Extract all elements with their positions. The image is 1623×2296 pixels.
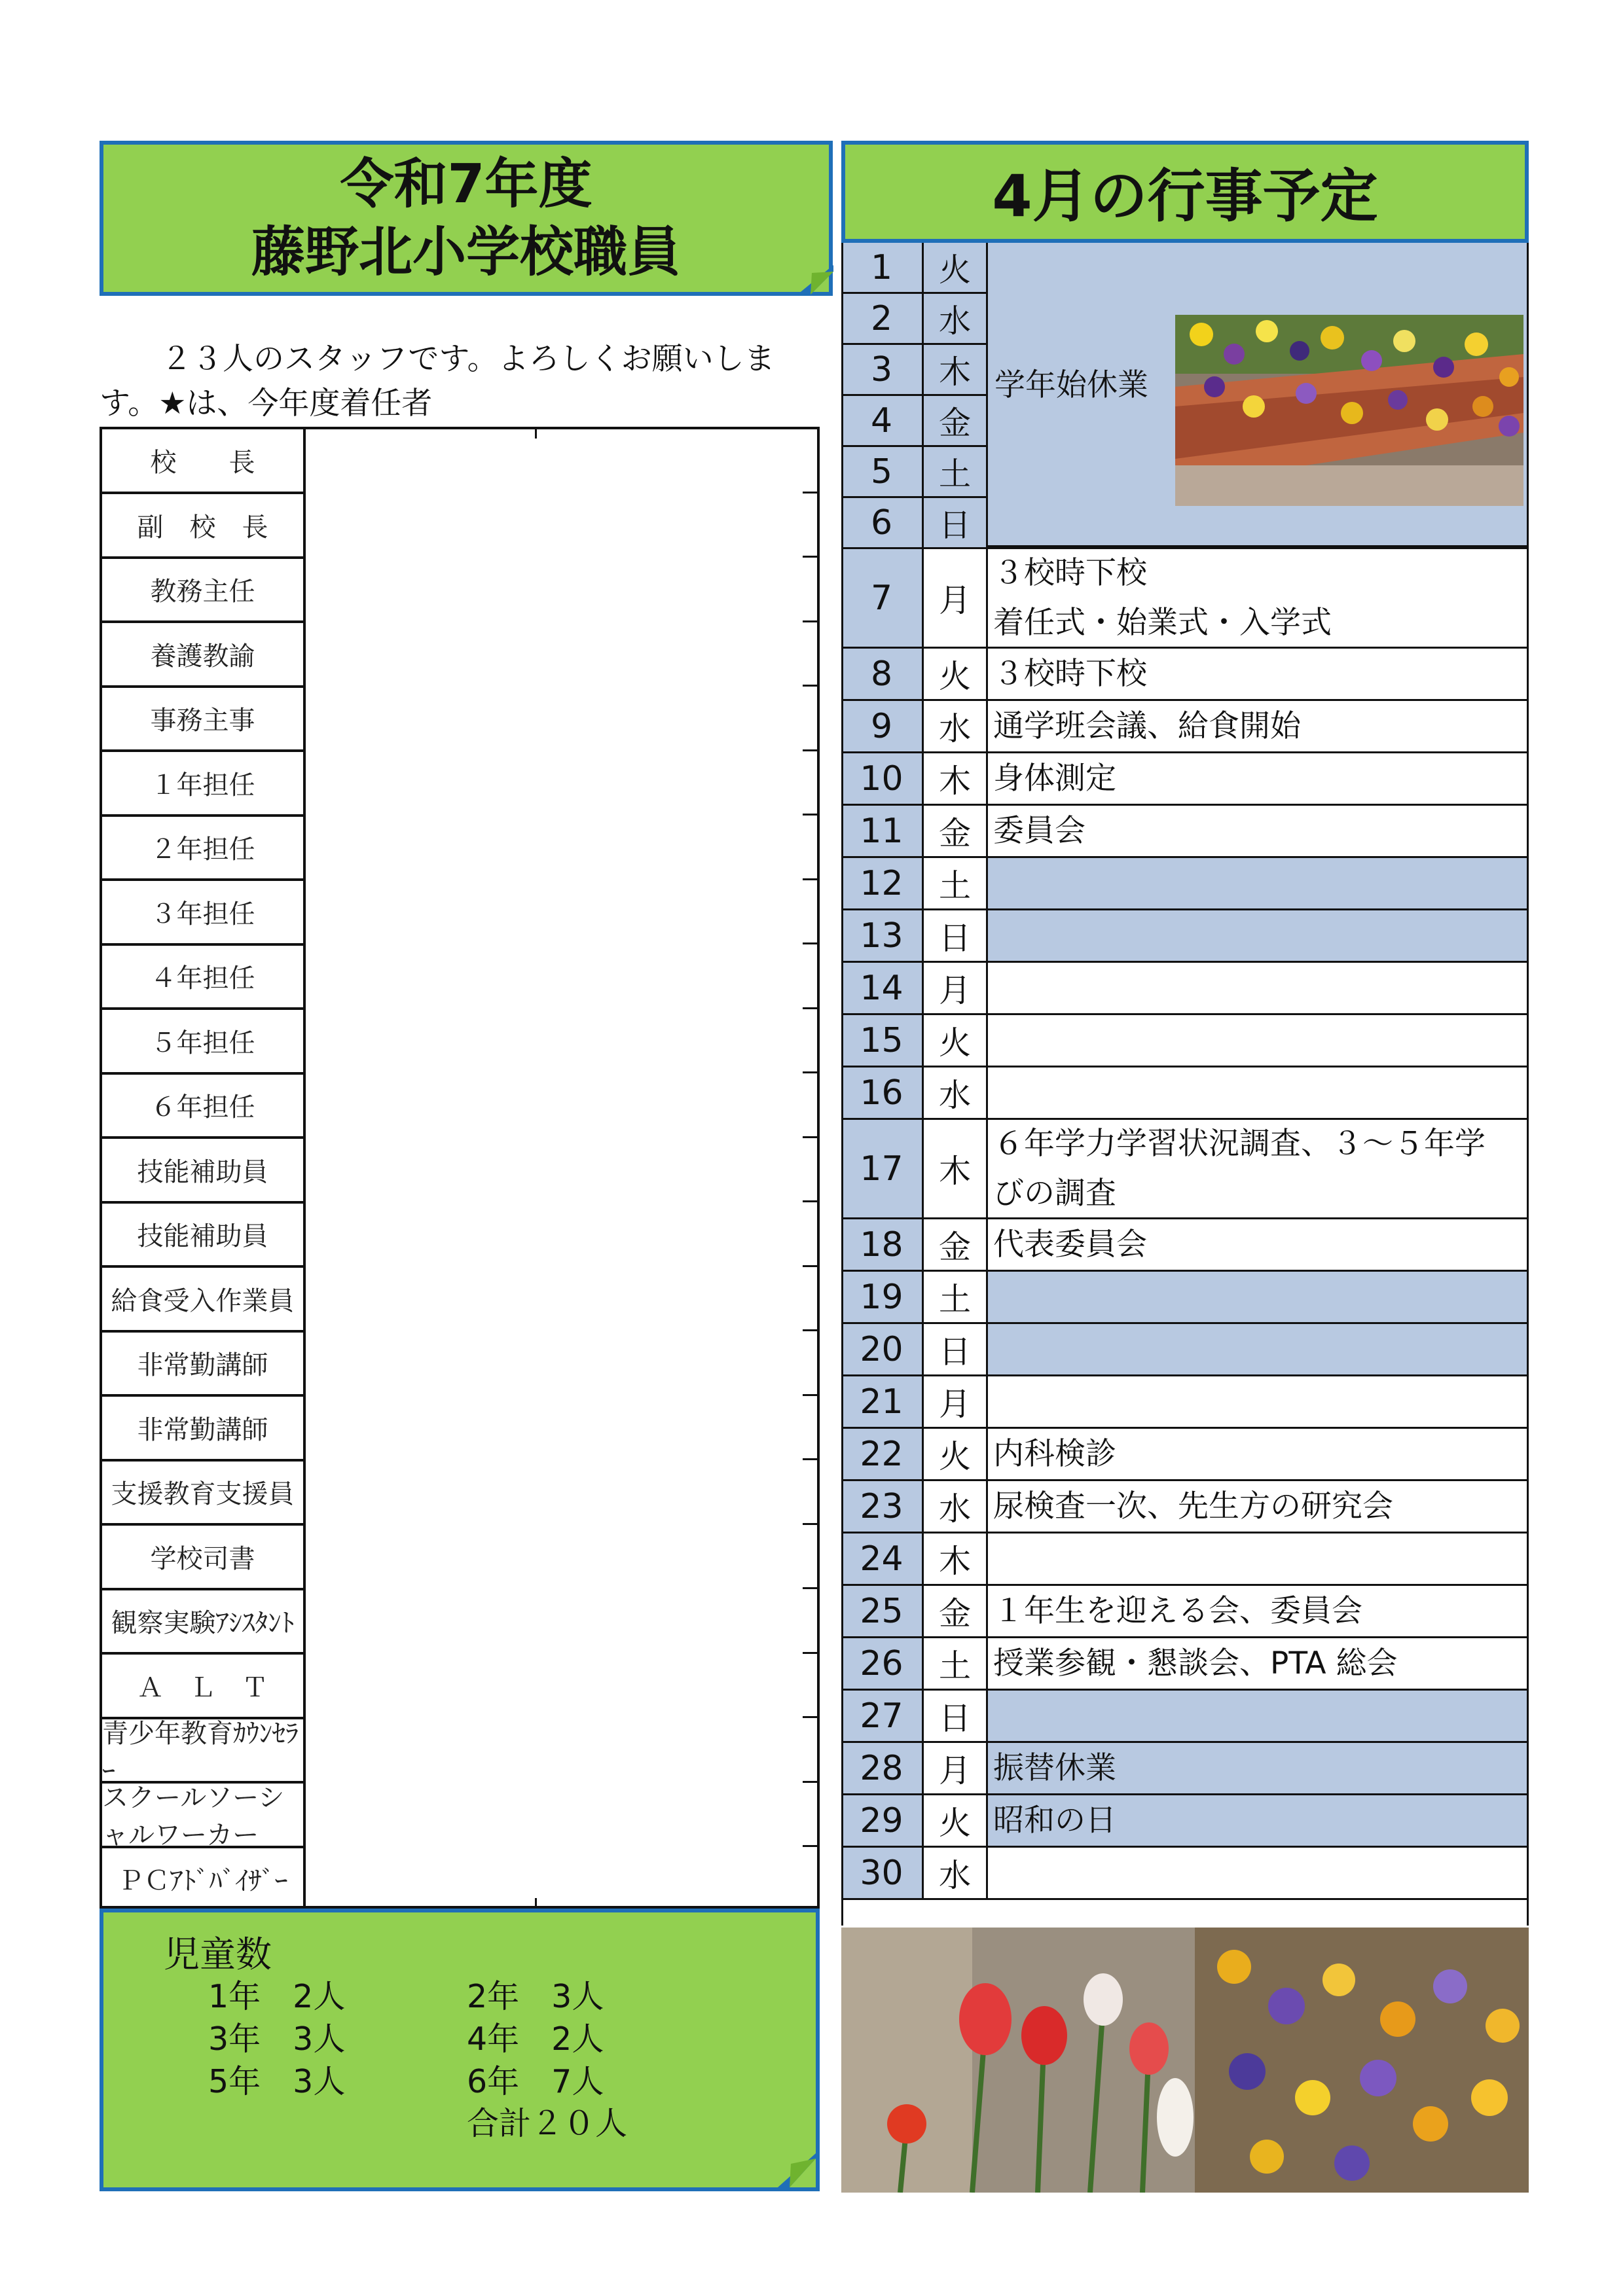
name-cell-tick bbox=[803, 1523, 817, 1525]
calendar-event bbox=[988, 806, 1529, 856]
calendar-event bbox=[988, 1638, 1529, 1689]
calendar-event bbox=[988, 1015, 1529, 1066]
calendar-weekday: 木 bbox=[924, 1534, 988, 1584]
calendar-event bbox=[988, 910, 1529, 961]
calendar-date: 30 bbox=[841, 1848, 924, 1898]
calendar-date: 12 bbox=[841, 858, 924, 908]
calendar-date: 7 bbox=[841, 549, 924, 647]
calendar-date: 26 bbox=[841, 1638, 924, 1689]
calendar-date: 6 bbox=[841, 498, 924, 547]
staff-role-label: 支援教育支援員 bbox=[102, 1461, 303, 1526]
calendar-event-text: 委員会 bbox=[993, 812, 1085, 849]
grade6-count: 6年 7人 bbox=[467, 2063, 604, 2100]
intro-line2: す。★は、今年度着任者 bbox=[100, 386, 433, 422]
calendar-event-text: 昭和の日 bbox=[993, 1802, 1116, 1839]
name-cell-tick bbox=[803, 749, 817, 751]
calendar-event bbox=[988, 1848, 1529, 1898]
calendar-date: 2 bbox=[841, 294, 924, 343]
name-cell-tick bbox=[803, 1394, 817, 1396]
calendar-weekday: 木 bbox=[924, 345, 988, 394]
calendar-date: 17 bbox=[841, 1120, 924, 1217]
calendar-weekday: 水 bbox=[924, 294, 988, 343]
calendar-weekday: 金 bbox=[924, 806, 988, 856]
staff-role-label: 観察実験ｱｼｽﾀﾝﾄ bbox=[102, 1590, 303, 1655]
name-cell-tick bbox=[803, 1845, 817, 1847]
calendar-row bbox=[841, 1795, 1529, 1848]
calendar-date: 25 bbox=[841, 1586, 924, 1636]
calendar-event bbox=[988, 1691, 1529, 1741]
calendar-event-text: 代表委員会 bbox=[993, 1226, 1147, 1263]
staff-role-label: 非常勤講師 bbox=[102, 1332, 303, 1397]
name-cell-tick bbox=[803, 620, 817, 622]
calendar-row bbox=[841, 1015, 1529, 1067]
name-cell-tick bbox=[803, 942, 817, 944]
calendar-date: 13 bbox=[841, 910, 924, 961]
name-cell-tick bbox=[803, 1652, 817, 1654]
calendar-weekday: 土 bbox=[924, 858, 988, 908]
name-cell-tick bbox=[803, 1265, 817, 1267]
calendar-event bbox=[988, 1795, 1529, 1846]
calendar-event-text: ３校時下校 bbox=[993, 655, 1147, 692]
calendar-event-text: 身体測定 bbox=[993, 760, 1116, 797]
name-cell-tick bbox=[803, 556, 817, 558]
calendar-event-text: 授業参観・懇談会、PTA 総会 bbox=[993, 1645, 1398, 1681]
calendar-weekday: 日 bbox=[924, 498, 988, 547]
staff-role-label: スクールソーシャルワーカー bbox=[102, 1784, 303, 1848]
children-fold-icon bbox=[778, 2153, 818, 2191]
calendar-row bbox=[841, 963, 1529, 1015]
banner-fold-icon bbox=[797, 265, 837, 298]
name-cell-tick bbox=[803, 814, 817, 816]
calendar-date: 15 bbox=[841, 1015, 924, 1066]
calendar-weekday: 日 bbox=[924, 1324, 988, 1374]
calendar-weekday: 火 bbox=[924, 1015, 988, 1066]
name-cell-tick bbox=[803, 492, 817, 493]
children-total: 合計２０人 bbox=[467, 2105, 628, 2142]
staff-role-label: 事務主事 bbox=[102, 687, 303, 752]
calendar-weekday: 金 bbox=[924, 1586, 988, 1636]
staff-role-label: 非常勤講師 bbox=[102, 1397, 303, 1462]
calendar-row bbox=[841, 1376, 1529, 1429]
staff-role-label: ６年担任 bbox=[102, 1074, 303, 1139]
calendar-right-border bbox=[1527, 243, 1529, 1926]
name-cell-tick bbox=[803, 685, 817, 687]
name-cell-tick bbox=[803, 1200, 817, 1202]
calendar-row bbox=[841, 1481, 1529, 1534]
calendar-date: 21 bbox=[841, 1376, 924, 1427]
calendar-event bbox=[988, 549, 1529, 647]
name-cell-tick bbox=[803, 1007, 817, 1009]
calendar-event bbox=[988, 649, 1529, 699]
grade1-count: 1年 2人 bbox=[208, 1978, 346, 2015]
calendar-event bbox=[988, 1586, 1529, 1636]
calendar-date: 1 bbox=[841, 243, 924, 292]
name-cell-tick bbox=[803, 1458, 817, 1460]
calendar-date: 29 bbox=[841, 1795, 924, 1846]
calendar-row bbox=[841, 1067, 1529, 1120]
calendar-row bbox=[841, 649, 1529, 701]
calendar-date: 11 bbox=[841, 806, 924, 856]
children-title: 児童数 bbox=[164, 1933, 272, 1975]
calendar-weekday: 水 bbox=[924, 1067, 988, 1118]
staff-role-label: ３年担任 bbox=[102, 881, 303, 946]
calendar-event-text: ３校時下校 bbox=[993, 554, 1147, 591]
name-cell-tick bbox=[803, 1136, 817, 1138]
intro-text bbox=[100, 337, 826, 426]
calendar-event bbox=[988, 753, 1529, 804]
calendar-event bbox=[988, 1743, 1529, 1793]
staff-title-line2: 藤野北小学校職員 bbox=[251, 221, 681, 283]
calendar-date: 24 bbox=[841, 1534, 924, 1584]
calendar-row bbox=[841, 701, 1529, 753]
calendar-row bbox=[841, 806, 1529, 858]
calendar-row bbox=[841, 1691, 1529, 1743]
calendar-event-text: 通学班会議、給食開始 bbox=[993, 708, 1301, 744]
calendar-date: 19 bbox=[841, 1272, 924, 1322]
staff-title-line1: 令和7年度 bbox=[340, 152, 593, 215]
calendar-weekday: 土 bbox=[924, 1272, 988, 1322]
name-column-tick bbox=[535, 429, 537, 439]
calendar-row bbox=[841, 1429, 1529, 1481]
calendar-date: 23 bbox=[841, 1481, 924, 1532]
calendar-weekday: 月 bbox=[924, 1376, 988, 1427]
staff-role-label: 技能補助員 bbox=[102, 1139, 303, 1204]
calendar-date: 8 bbox=[841, 649, 924, 699]
staff-role-label: ２年担任 bbox=[102, 816, 303, 881]
staff-role-label: 学校司書 bbox=[102, 1526, 303, 1590]
staff-role-label: 技能補助員 bbox=[102, 1203, 303, 1268]
calendar-date: 22 bbox=[841, 1429, 924, 1479]
name-cell-tick bbox=[803, 1716, 817, 1718]
calendar-event-text: １年生を迎える会、委員会 bbox=[993, 1592, 1362, 1629]
calendar-row bbox=[841, 858, 1529, 910]
staff-role-label: 教務主任 bbox=[102, 558, 303, 623]
calendar-weekday: 月 bbox=[924, 1743, 988, 1793]
calendar-event-text: 振替休業 bbox=[993, 1749, 1116, 1786]
calendar-left-border bbox=[841, 243, 843, 1926]
staff-role-label: 養護教諭 bbox=[102, 623, 303, 688]
calendar-event-text: 尿検査一次、先生方の研究会 bbox=[993, 1488, 1393, 1524]
calendar-date: 4 bbox=[841, 396, 924, 445]
calendar-date: 28 bbox=[841, 1743, 924, 1793]
calendar-event bbox=[988, 1376, 1529, 1427]
calendar-weekday: 木 bbox=[924, 753, 988, 804]
calendar-weekday: 土 bbox=[924, 447, 988, 496]
calendar-weekday: 火 bbox=[924, 243, 988, 292]
calendar-date: 10 bbox=[841, 753, 924, 804]
calendar-row bbox=[841, 1272, 1529, 1324]
calendar-date: 18 bbox=[841, 1219, 924, 1270]
name-cell-tick bbox=[803, 1781, 817, 1783]
grade2-count: 2年 3人 bbox=[467, 1978, 604, 2015]
name-cell-tick bbox=[803, 1071, 817, 1073]
calendar-event-text: 内科検診 bbox=[993, 1435, 1116, 1472]
calendar-row bbox=[841, 1534, 1529, 1586]
staff-table bbox=[100, 427, 820, 1909]
calendar-row bbox=[841, 753, 1529, 806]
calendar-weekday: 水 bbox=[924, 1481, 988, 1532]
children-count-box bbox=[100, 1909, 820, 2191]
calendar-row bbox=[841, 549, 1529, 649]
name-column-tick bbox=[535, 1898, 537, 1907]
calendar-event bbox=[988, 701, 1529, 751]
calendar-date: 20 bbox=[841, 1324, 924, 1374]
staff-title-banner bbox=[100, 141, 833, 296]
calendar-title-banner bbox=[841, 141, 1529, 243]
calendar-row bbox=[841, 1743, 1529, 1795]
staff-role-label: Ａ Ｌ Ｔ bbox=[102, 1655, 303, 1719]
calendar-weekday: 土 bbox=[924, 1638, 988, 1689]
calendar-event bbox=[988, 1429, 1529, 1479]
calendar-weekday: 日 bbox=[924, 1691, 988, 1741]
calendar-weekday: 金 bbox=[924, 1219, 988, 1270]
calendar-weekday: 水 bbox=[924, 701, 988, 751]
calendar-event bbox=[988, 1324, 1529, 1374]
calendar-row bbox=[841, 1324, 1529, 1376]
calendar-event bbox=[988, 858, 1529, 908]
calendar-date: 9 bbox=[841, 701, 924, 751]
tulips-pansies-photo bbox=[841, 1928, 1529, 2193]
calendar-date: 14 bbox=[841, 963, 924, 1013]
calendar-title: 4月の行事予定 bbox=[992, 162, 1378, 230]
calendar-date: 16 bbox=[841, 1067, 924, 1118]
calendar-weekday: 火 bbox=[924, 649, 988, 699]
calendar-weekday: 木 bbox=[924, 1120, 988, 1217]
calendar-row bbox=[841, 1848, 1529, 1900]
calendar-row bbox=[841, 1120, 1529, 1219]
calendar-weekday: 月 bbox=[924, 549, 988, 647]
staff-role-label: ４年担任 bbox=[102, 945, 303, 1010]
calendar-weekday: 火 bbox=[924, 1429, 988, 1479]
spring-break-label: 学年始休業 bbox=[994, 367, 1148, 403]
calendar-event-text: ６年学力学習状況調査、３～５年学 bbox=[993, 1125, 1486, 1162]
staff-column-divider bbox=[303, 429, 306, 1906]
calendar-date: 3 bbox=[841, 345, 924, 394]
staff-role-label: 給食受入作業員 bbox=[102, 1268, 303, 1333]
calendar-weekday: 月 bbox=[924, 963, 988, 1013]
calendar-event-text: びの調査 bbox=[993, 1175, 1116, 1211]
calendar-row bbox=[841, 910, 1529, 963]
intro-line1: ２３人のスタッフです。よろしくお願いしま bbox=[161, 341, 775, 377]
calendar-event bbox=[988, 1219, 1529, 1270]
calendar-event-text: 着任式・始業式・入学式 bbox=[993, 604, 1332, 641]
calendar-row bbox=[841, 1586, 1529, 1638]
grade3-count: 3年 3人 bbox=[208, 2020, 346, 2058]
pansy-planter-photo bbox=[1175, 315, 1523, 506]
name-cell-tick bbox=[803, 1329, 817, 1331]
calendar-date: 5 bbox=[841, 447, 924, 496]
calendar-weekday: 日 bbox=[924, 910, 988, 961]
staff-role-label: １年担任 bbox=[102, 752, 303, 817]
calendar-event bbox=[988, 963, 1529, 1013]
grade4-count: 4年 2人 bbox=[467, 2020, 604, 2058]
calendar-event bbox=[988, 1534, 1529, 1584]
name-cell-tick bbox=[803, 1587, 817, 1589]
calendar-event bbox=[988, 1067, 1529, 1118]
staff-role-label: ５年担任 bbox=[102, 1010, 303, 1075]
calendar-event bbox=[988, 1272, 1529, 1322]
calendar-event bbox=[988, 1481, 1529, 1532]
calendar-weekday: 火 bbox=[924, 1795, 988, 1846]
staff-role-label: 青少年教育ｶｳﾝｾﾗｰ bbox=[102, 1719, 303, 1784]
staff-role-label: 校 長 bbox=[102, 429, 303, 494]
staff-role-label: 副 校 長 bbox=[102, 494, 303, 559]
calendar-weekday: 水 bbox=[924, 1848, 988, 1898]
staff-role-label: ＰＣｱﾄﾞﾊﾞｲｻﾞｰ bbox=[102, 1848, 303, 1912]
calendar-weekday: 金 bbox=[924, 396, 988, 445]
name-cell-tick bbox=[803, 878, 817, 880]
calendar-row bbox=[841, 1638, 1529, 1691]
calendar-row bbox=[841, 1219, 1529, 1272]
calendar-event bbox=[988, 1120, 1529, 1217]
grade5-count: 5年 3人 bbox=[208, 2063, 346, 2100]
calendar-date: 27 bbox=[841, 1691, 924, 1741]
